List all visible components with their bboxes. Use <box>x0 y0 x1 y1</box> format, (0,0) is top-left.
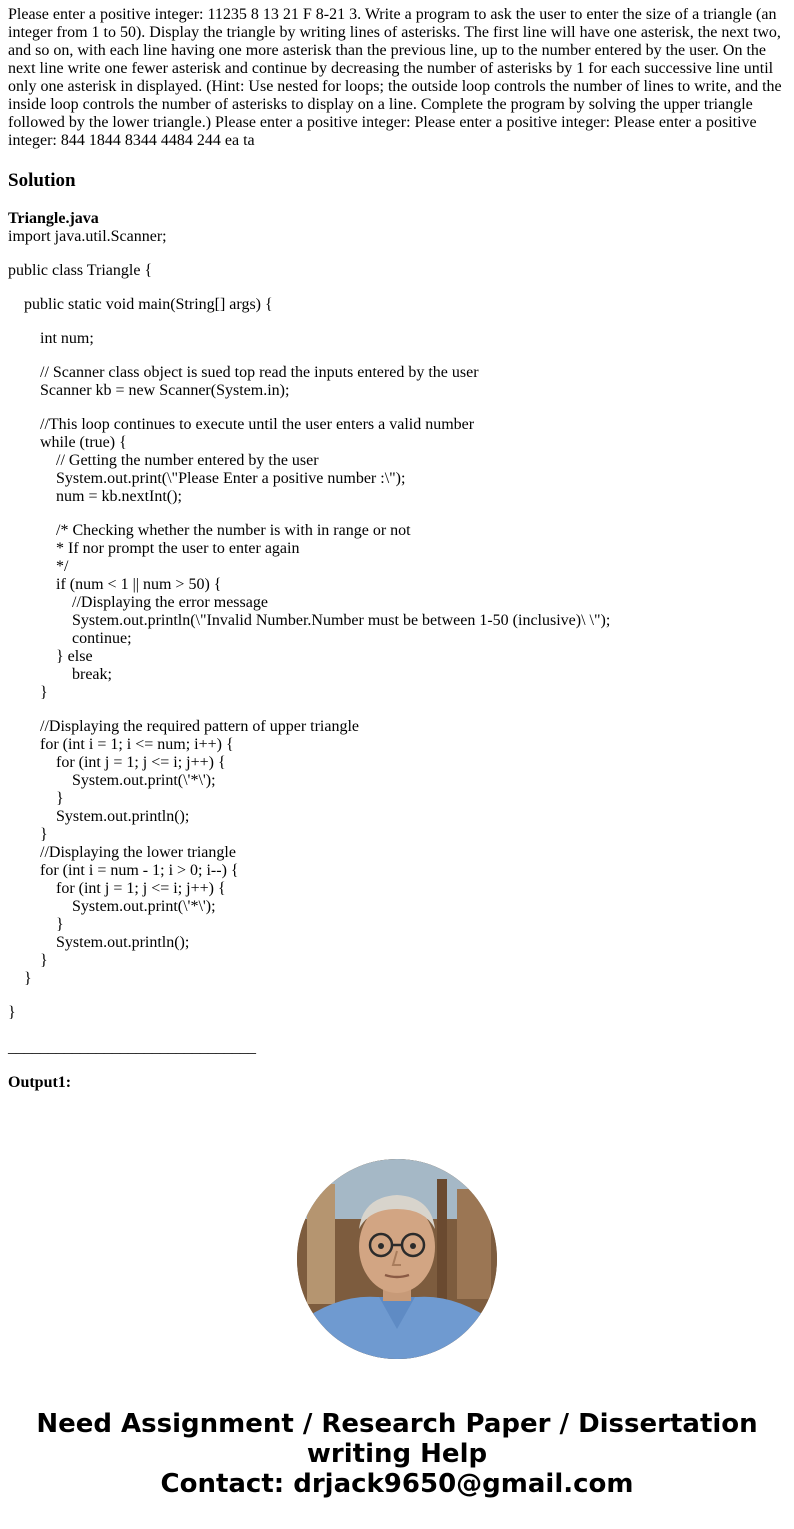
code-line: num = kb.nextInt(); <box>8 488 182 505</box>
code-line: if (num < 1 || num > 50) { <box>8 576 222 593</box>
code-line <box>8 348 786 364</box>
code-line: System.out.println(\"Invalid Number.Number must be between 1-50 (inclusive)\ \"); <box>8 612 611 629</box>
problem-statement: Please enter a positive integer: 11235 8 13 21 F 8-21 3. Write a program to ask the user to enter the size of a triangle (an integer from 1 to 50). Display the triangle by writing lines of asterisks. The first line will have one asterisk, the next two, and so on, with each line having one more asterisk than the previous line, up to the number entered by the user. On the next line write one fewer asterisk and continue by decreasing the number of asterisks by 1 for each successive line until only one asterisk in displayed. (Hint: Use nested for loops; the outside loop controls the number of lines to write, and the inside loop controls the number of asterisks to display on a line. Complete the program by solving the upper triangle followed by the lower triangle.) Please enter a positive integer: Please enter a positive integer: Please enter a positive integer: 844 1844 8344 4484 244 ea ta <box>8 6 782 149</box>
code-line: } <box>8 952 48 969</box>
code-line <box>8 246 786 262</box>
promo-line-2: writing Help <box>306 1439 488 1469</box>
code-line: public static void main(String[] args) { <box>8 296 273 313</box>
code-line: } <box>8 684 48 701</box>
code-line: // Getting the number entered by the user <box>8 452 319 469</box>
divider-line: _______________________________ <box>8 1039 256 1056</box>
code-line: System.out.print(\'*\'); <box>8 772 216 789</box>
code-line: for (int i = num - 1; i > 0; i--) { <box>8 862 239 879</box>
file-name-heading: Triangle.java <box>8 210 99 227</box>
code-line: for (int j = 1; j <= i; j++) { <box>8 880 226 897</box>
code-line: for (int i = 1; i <= num; i++) { <box>8 736 234 753</box>
code-line: //Displaying the lower triangle <box>8 844 236 861</box>
code-line <box>8 988 786 1004</box>
code-line: //Displaying the required pattern of upper triangle <box>8 718 360 735</box>
solution-heading: Solution <box>8 170 76 191</box>
code-line: } else <box>8 648 93 665</box>
code-line: } <box>8 790 64 807</box>
promo-banner <box>0 1409 794 1499</box>
code-line: System.out.print(\"Please Enter a positive number :\"); <box>8 470 406 487</box>
output-label: Output1: <box>8 1074 72 1091</box>
document-page <box>0 6 794 1092</box>
code-line <box>8 702 786 718</box>
code-line: System.out.print(\'*\'); <box>8 898 216 915</box>
code-line: //Displaying the error message <box>8 594 268 611</box>
code-line: while (true) { <box>8 434 127 451</box>
code-line: } <box>8 1004 16 1021</box>
code-block <box>8 228 786 1022</box>
code-line: Scanner kb = new Scanner(System.in); <box>8 382 290 399</box>
portrait-illustration <box>297 1159 497 1359</box>
code-line: System.out.println(); <box>8 934 190 951</box>
promo-line-1: Need Assignment / Research Paper / Dissertation <box>36 1409 758 1439</box>
code-line: } <box>8 916 64 933</box>
code-line: * If nor prompt the user to enter again <box>8 540 300 557</box>
code-line <box>8 280 786 296</box>
code-line <box>8 400 786 416</box>
code-line: public class Triangle { <box>8 262 153 279</box>
code-line: /* Checking whether the number is with in range or not <box>8 522 411 539</box>
code-line <box>8 314 786 330</box>
code-line: continue; <box>8 630 132 647</box>
code-line: */ <box>8 558 69 575</box>
promo-contact-line: Contact: drjack9650@gmail.com <box>160 1469 634 1499</box>
code-line: } <box>8 826 48 843</box>
code-line: //This loop continues to execute until the user enters a valid number <box>8 416 475 433</box>
code-line <box>8 506 786 522</box>
code-line: break; <box>8 666 112 683</box>
code-line: // Scanner class object is sued top read the inputs entered by the user <box>8 364 479 381</box>
author-photo <box>297 1159 497 1359</box>
code-line: System.out.println(); <box>8 808 190 825</box>
code-line: } <box>8 970 32 987</box>
code-line: for (int j = 1; j <= i; j++) { <box>8 754 226 771</box>
code-line: int num; <box>8 330 94 347</box>
code-line: import java.util.Scanner; <box>8 228 167 245</box>
